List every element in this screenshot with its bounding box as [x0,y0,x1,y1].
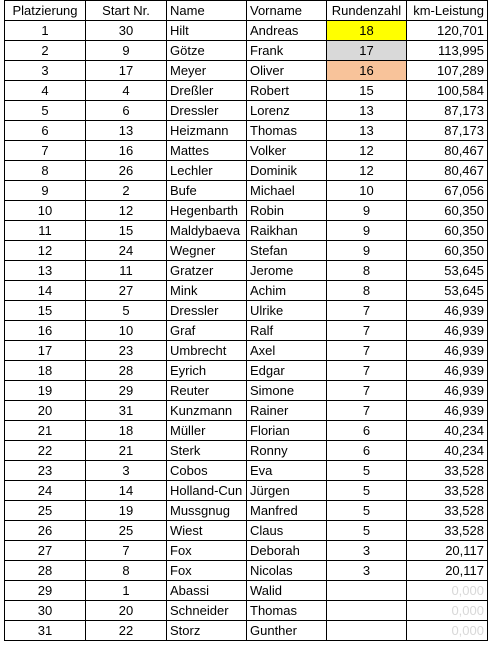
cell-km-leistung[interactable]: 46,939 [407,341,488,361]
cell-platzierung[interactable]: 30 [5,601,86,621]
cell-vorname[interactable]: Ronny [247,441,327,461]
cell-start-nr[interactable]: 31 [86,401,167,421]
cell-rundenzahl[interactable]: 15 [327,81,407,101]
cell-rundenzahl[interactable]: 5 [327,501,407,521]
cell-rundenzahl[interactable]: 7 [327,321,407,341]
table-row [5,101,488,121]
cell-start-nr[interactable]: 5 [86,301,167,321]
cell-start-nr[interactable]: 28 [86,361,167,381]
cell-name[interactable]: Reuter [167,381,247,401]
cell-name[interactable]: Kunzmann [167,401,247,421]
cell-name[interactable]: Götze [167,41,247,61]
cell-name[interactable]: Hegenbarth [167,201,247,221]
cell-vorname[interactable]: Gunther [247,621,327,641]
cell-start-nr[interactable]: 7 [86,541,167,561]
cell-vorname[interactable]: Achim [247,281,327,301]
header-vorname[interactable]: Vorname [247,1,327,21]
cell-name[interactable]: Lechler [167,161,247,181]
cell-km-leistung[interactable]: 53,645 [407,261,488,281]
cell-name[interactable]: Mussgnug [167,501,247,521]
cell-platzierung[interactable]: 4 [5,81,86,101]
cell-vorname[interactable]: Eva [247,461,327,481]
cell-rundenzahl[interactable]: 6 [327,421,407,441]
cell-name[interactable]: Gratzer [167,261,247,281]
cell-rundenzahl[interactable]: 18 [327,21,407,41]
cell-km-leistung[interactable]: 33,528 [407,501,488,521]
cell-km-leistung[interactable]: 33,528 [407,461,488,481]
cell-platzierung[interactable]: 24 [5,481,86,501]
cell-vorname[interactable]: Simone [247,381,327,401]
table-row [5,221,488,241]
cell-rundenzahl[interactable]: 9 [327,201,407,221]
cell-km-leistung[interactable]: 46,939 [407,301,488,321]
cell-name[interactable]: Graf [167,321,247,341]
cell-vorname[interactable]: Manfred [247,501,327,521]
cell-name[interactable]: Meyer [167,61,247,81]
table-row [5,21,488,41]
cell-name[interactable]: Schneider [167,601,247,621]
cell-km-leistung[interactable]: 80,467 [407,141,488,161]
cell-name[interactable]: Cobos [167,461,247,481]
cell-platzierung[interactable]: 13 [5,261,86,281]
table-row [5,601,488,621]
cell-rundenzahl[interactable]: 3 [327,541,407,561]
cell-platzierung[interactable]: 27 [5,541,86,561]
table-row [5,121,488,141]
cell-start-nr[interactable]: 8 [86,561,167,581]
cell-rundenzahl[interactable]: 8 [327,281,407,301]
cell-name[interactable]: Mink [167,281,247,301]
cell-platzierung[interactable]: 12 [5,241,86,261]
cell-start-nr[interactable]: 27 [86,281,167,301]
cell-vorname[interactable]: Edgar [247,361,327,381]
cell-name[interactable]: Bufe [167,181,247,201]
table-row [5,421,488,441]
cell-platzierung[interactable]: 15 [5,301,86,321]
header-start-nr[interactable]: Start Nr. [86,1,167,21]
cell-name[interactable]: Maldybaeva [167,221,247,241]
cell-platzierung[interactable]: 14 [5,281,86,301]
cell-start-nr[interactable]: 14 [86,481,167,501]
table-row [5,401,488,421]
cell-start-nr[interactable]: 25 [86,521,167,541]
cell-start-nr[interactable]: 23 [86,341,167,361]
cell-km-leistung[interactable]: 46,939 [407,361,488,381]
cell-vorname[interactable]: Ulrike [247,301,327,321]
cell-km-leistung[interactable]: 33,528 [407,481,488,501]
cell-start-nr[interactable]: 16 [86,141,167,161]
cell-vorname[interactable]: Oliver [247,61,327,81]
cell-platzierung[interactable]: 21 [5,421,86,441]
cell-vorname[interactable]: Axel [247,341,327,361]
cell-platzierung[interactable]: 18 [5,361,86,381]
header-row [5,1,488,21]
table-row [5,241,488,261]
cell-start-nr[interactable]: 9 [86,41,167,61]
cell-vorname[interactable]: Rainer [247,401,327,421]
cell-name[interactable]: Müller [167,421,247,441]
cell-km-leistung[interactable]: 0,000 [407,601,488,621]
cell-platzierung[interactable]: 3 [5,61,86,81]
cell-start-nr[interactable]: 13 [86,121,167,141]
cell-rundenzahl[interactable] [327,581,407,601]
cell-start-nr[interactable]: 15 [86,221,167,241]
header-platzierung[interactable]: Platzierung [5,1,86,21]
cell-vorname[interactable]: Deborah [247,541,327,561]
cell-rundenzahl[interactable]: 7 [327,301,407,321]
header-name[interactable]: Name [167,1,247,21]
cell-rundenzahl[interactable]: 3 [327,561,407,581]
table-row [5,541,488,561]
cell-km-leistung[interactable]: 67,056 [407,181,488,201]
cell-start-nr[interactable]: 21 [86,441,167,461]
cell-start-nr[interactable]: 2 [86,181,167,201]
cell-vorname[interactable]: Claus [247,521,327,541]
cell-start-nr[interactable]: 24 [86,241,167,261]
cell-name[interactable]: Eyrich [167,361,247,381]
cell-start-nr[interactable]: 26 [86,161,167,181]
cell-start-nr[interactable]: 3 [86,461,167,481]
cell-km-leistung[interactable]: 107,289 [407,61,488,81]
cell-km-leistung[interactable]: 100,584 [407,81,488,101]
cell-platzierung[interactable]: 22 [5,441,86,461]
cell-km-leistung[interactable]: 87,173 [407,121,488,141]
cell-name[interactable]: Fox [167,561,247,581]
cell-start-nr[interactable]: 17 [86,61,167,81]
cell-start-nr[interactable]: 22 [86,621,167,641]
cell-vorname[interactable]: Ralf [247,321,327,341]
cell-vorname[interactable]: Michael [247,181,327,201]
cell-km-leistung[interactable]: 0,000 [407,581,488,601]
table-row [5,261,488,281]
cell-vorname[interactable]: Robert [247,81,327,101]
cell-name[interactable]: Wegner [167,241,247,261]
table-row [5,321,488,341]
cell-name[interactable]: Hilt [167,21,247,41]
table-row [5,161,488,181]
cell-platzierung[interactable]: 23 [5,461,86,481]
cell-rundenzahl[interactable]: 10 [327,181,407,201]
table-row [5,281,488,301]
cell-km-leistung[interactable]: 40,234 [407,441,488,461]
cell-start-nr[interactable]: 6 [86,101,167,121]
cell-platzierung[interactable]: 6 [5,121,86,141]
table-row [5,201,488,221]
cell-km-leistung[interactable]: 120,701 [407,21,488,41]
table-row [5,581,488,601]
cell-rundenzahl[interactable]: 7 [327,381,407,401]
cell-vorname[interactable]: Stefan [247,241,327,261]
cell-rundenzahl[interactable]: 12 [327,161,407,181]
cell-platzierung[interactable]: 10 [5,201,86,221]
cell-rundenzahl[interactable]: 12 [327,141,407,161]
cell-platzierung[interactable]: 31 [5,621,86,641]
cell-platzierung[interactable]: 5 [5,101,86,121]
table-row [5,81,488,101]
cell-rundenzahl[interactable] [327,621,407,641]
table-row [5,381,488,401]
cell-rundenzahl[interactable]: 7 [327,341,407,361]
cell-km-leistung[interactable]: 46,939 [407,381,488,401]
cell-rundenzahl[interactable]: 7 [327,361,407,381]
cell-rundenzahl[interactable]: 7 [327,401,407,421]
cell-platzierung[interactable]: 11 [5,221,86,241]
cell-km-leistung[interactable]: 80,467 [407,161,488,181]
cell-vorname[interactable]: Thomas [247,601,327,621]
table-row [5,441,488,461]
table-row [5,521,488,541]
cell-km-leistung[interactable]: 53,645 [407,281,488,301]
cell-vorname[interactable]: Jürgen [247,481,327,501]
cell-platzierung[interactable]: 19 [5,381,86,401]
cell-km-leistung[interactable]: 40,234 [407,421,488,441]
cell-name[interactable]: Mattes [167,141,247,161]
table-row [5,341,488,361]
table-row [5,61,488,81]
cell-platzierung[interactable]: 28 [5,561,86,581]
cell-km-leistung[interactable]: 60,350 [407,241,488,261]
results-table [4,0,488,641]
cell-km-leistung[interactable]: 46,939 [407,401,488,421]
cell-vorname[interactable]: Nicolas [247,561,327,581]
cell-rundenzahl[interactable]: 13 [327,101,407,121]
cell-name[interactable]: Storz [167,621,247,641]
cell-platzierung[interactable]: 7 [5,141,86,161]
cell-vorname[interactable]: Florian [247,421,327,441]
table-row [5,621,488,641]
table-row [5,181,488,201]
cell-name[interactable]: Umbrecht [167,341,247,361]
cell-name[interactable]: Heizmann [167,121,247,141]
cell-start-nr[interactable]: 20 [86,601,167,621]
table-row [5,41,488,61]
cell-km-leistung[interactable]: 113,995 [407,41,488,61]
cell-rundenzahl[interactable]: 9 [327,221,407,241]
cell-vorname[interactable]: Jerome [247,261,327,281]
cell-platzierung[interactable]: 16 [5,321,86,341]
cell-start-nr[interactable]: 30 [86,21,167,41]
table-row [5,481,488,501]
table-row [5,301,488,321]
table-row [5,361,488,381]
cell-platzierung[interactable]: 29 [5,581,86,601]
cell-rundenzahl[interactable]: 17 [327,41,407,61]
cell-rundenzahl[interactable]: 8 [327,261,407,281]
cell-vorname[interactable]: Lorenz [247,101,327,121]
cell-platzierung[interactable]: 17 [5,341,86,361]
cell-start-nr[interactable]: 1 [86,581,167,601]
cell-name[interactable]: Dreßler [167,81,247,101]
cell-platzierung[interactable]: 8 [5,161,86,181]
table-row [5,501,488,521]
cell-platzierung[interactable]: 2 [5,41,86,61]
cell-vorname[interactable]: Volker [247,141,327,161]
cell-km-leistung[interactable]: 20,117 [407,561,488,581]
table-row [5,141,488,161]
table-row [5,461,488,481]
cell-km-leistung[interactable]: 60,350 [407,201,488,221]
cell-vorname[interactable]: Robin [247,201,327,221]
cell-rundenzahl[interactable]: 9 [327,241,407,261]
cell-name[interactable]: Dressler [167,101,247,121]
cell-vorname[interactable]: Thomas [247,121,327,141]
cell-rundenzahl[interactable]: 5 [327,521,407,541]
header-rundenzahl[interactable]: Rundenzahl [327,1,407,21]
cell-km-leistung[interactable]: 20,117 [407,541,488,561]
cell-start-nr[interactable]: 4 [86,81,167,101]
cell-km-leistung[interactable]: 46,939 [407,321,488,341]
cell-rundenzahl[interactable] [327,601,407,621]
cell-platzierung[interactable]: 9 [5,181,86,201]
cell-name[interactable]: Wiest [167,521,247,541]
cell-rundenzahl[interactable]: 6 [327,441,407,461]
header-km-leistung[interactable]: km-Leistung [407,1,488,21]
cell-platzierung[interactable]: 20 [5,401,86,421]
cell-name[interactable]: Fox [167,541,247,561]
cell-rundenzahl[interactable]: 16 [327,61,407,81]
table-row [5,561,488,581]
cell-vorname[interactable]: Walid [247,581,327,601]
cell-platzierung[interactable]: 1 [5,21,86,41]
cell-name[interactable]: Abassi [167,581,247,601]
cell-km-leistung[interactable]: 0,000 [407,621,488,641]
cell-rundenzahl[interactable]: 5 [327,481,407,501]
cell-start-nr[interactable]: 29 [86,381,167,401]
cell-rundenzahl[interactable]: 13 [327,121,407,141]
cell-name[interactable]: Dressler [167,301,247,321]
cell-start-nr[interactable]: 18 [86,421,167,441]
cell-vorname[interactable]: Andreas [247,21,327,41]
cell-km-leistung[interactable]: 87,173 [407,101,488,121]
cell-vorname[interactable]: Frank [247,41,327,61]
cell-vorname[interactable]: Dominik [247,161,327,181]
cell-start-nr[interactable]: 19 [86,501,167,521]
cell-platzierung[interactable]: 25 [5,501,86,521]
cell-platzierung[interactable]: 26 [5,521,86,541]
cell-name[interactable]: Sterk [167,441,247,461]
cell-km-leistung[interactable]: 33,528 [407,521,488,541]
cell-start-nr[interactable]: 11 [86,261,167,281]
cell-km-leistung[interactable]: 60,350 [407,221,488,241]
cell-start-nr[interactable]: 10 [86,321,167,341]
cell-name[interactable]: Holland-Cun [167,481,247,501]
cell-rundenzahl[interactable]: 5 [327,461,407,481]
cell-start-nr[interactable]: 12 [86,201,167,221]
cell-vorname[interactable]: Raikhan [247,221,327,241]
